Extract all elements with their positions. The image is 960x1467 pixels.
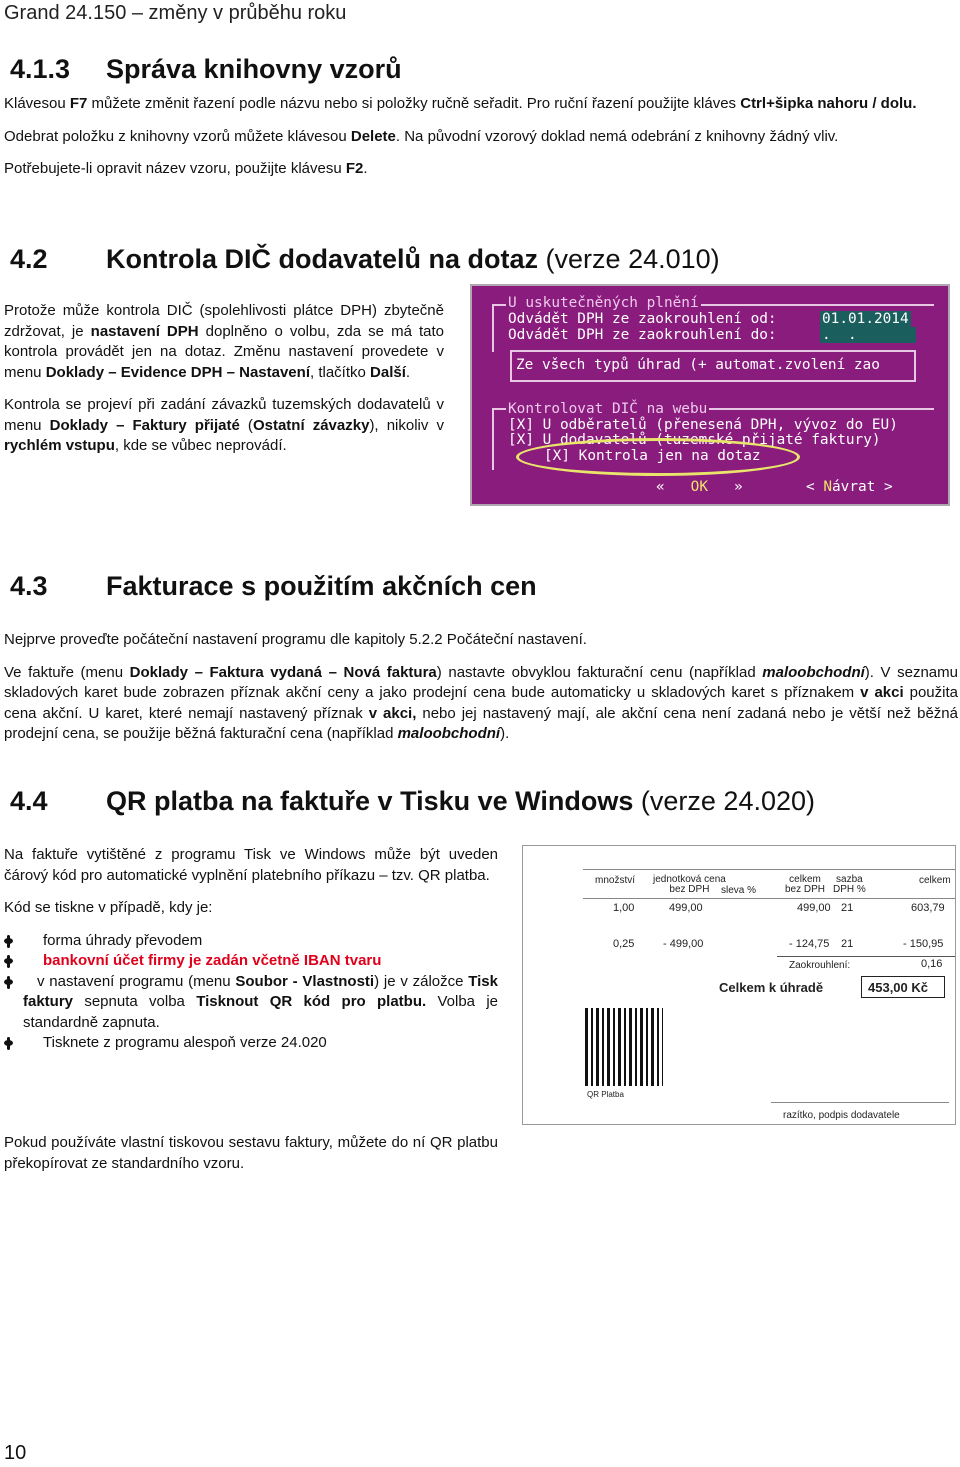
- text-run: Kontrola se projeví při zadání závazků tuzemských dodavatelů v menu: [4, 396, 444, 434]
- text-run: Klávesou: [4, 95, 70, 112]
- text-run: Volba je standardně zapnuta.: [23, 993, 499, 1031]
- bullet-icon: [4, 976, 13, 989]
- text-run: , kde se vůbec neprovádí.: [114, 437, 287, 454]
- text-run: Ctrl+šipka nahoru / dolu.: [740, 95, 917, 112]
- paragraph: [4, 395, 444, 457]
- checkbox-customers[interactable]: [X] U odběratelů (přenesená DPH, vývoz do EU): [508, 417, 898, 433]
- section-number: 4.2: [10, 244, 48, 274]
- back-bracket-left: <: [806, 479, 815, 495]
- text-run: .: [363, 160, 368, 177]
- qr-label: QR Platba: [587, 1090, 624, 1099]
- text-run: Tisknout QR kód pro platbu.: [196, 993, 427, 1010]
- checkbox-check-on-demand[interactable]: [X] Kontrola jen na dotaz: [544, 448, 761, 464]
- cell: 603,79: [911, 902, 945, 914]
- bullet-icon: [4, 955, 13, 968]
- list-item-text: [23, 952, 381, 969]
- cell: 0,25: [613, 938, 635, 950]
- text-run: Další: [370, 363, 406, 381]
- checkbox-suppliers[interactable]: [X] U dodavatelů (tuzemské přijaté faktury): [508, 432, 881, 448]
- payment-type-value: Ze všech typů úhrad (+ automat.zvolení zao: [516, 357, 880, 373]
- text-run: Na faktuře vytištěné z programu Tisk ve Windows může být uveden čárový kód pro automatické vyplnění platebního příkazu – tzv. QR platba.: [4, 846, 498, 884]
- section-body-4-3: [4, 630, 958, 745]
- text-run: Protože může kontrola DIČ (spolehlivosti plátce DPH) zbytečně zdržovat, je: [4, 302, 444, 340]
- section-title: Fakturace s použitím akčních cen: [106, 571, 537, 601]
- text-run: ). V seznamu skladových karet bude zobrazen příznak akční ceny a jako prodejní cena bude automaticky u skladových karet s příznakem: [4, 663, 958, 701]
- text-run: v akci,: [368, 704, 417, 722]
- section-title: Správa knihovny vzorů: [106, 54, 402, 84]
- list-item: [4, 951, 498, 972]
- section-number: 4.4: [10, 786, 48, 816]
- text-run: Doklady – Faktury přijaté: [49, 416, 240, 434]
- section-title: Kontrola DIČ dodavatelů na dotaz: [106, 244, 539, 274]
- cell: 1,00: [613, 902, 635, 914]
- text-run: Tisknete z programu alespoň verze 24.020: [43, 1034, 327, 1051]
- header-rule: [583, 898, 955, 899]
- text-run: Ostatní závazky: [252, 416, 370, 434]
- col-unit-price: jednotková cena bez DPH: [653, 874, 726, 895]
- section-body-4-4-end: [4, 1133, 498, 1174]
- total-due-value: 453,00 Kč: [868, 980, 928, 995]
- text-run: nebo jej nastavený mají, ale akční cena není zadaná nebo je větší než běžná prodejní cena, se použije běžná fakturační cena (například: [4, 704, 958, 742]
- rounding-from-input[interactable]: 01.01.2014: [822, 311, 909, 327]
- text-run: Kód se tiskne v případě, kdy je:: [4, 899, 213, 916]
- text-run: ), nikoliv v: [369, 416, 444, 434]
- terminal-screenshot: [470, 284, 950, 506]
- rounding-value: 0,16: [921, 958, 943, 970]
- text-run: Doklady – Faktura vydaná – Nová faktura: [129, 663, 437, 681]
- text-run: Doklady – Evidence DPH – Nastavení: [45, 363, 310, 381]
- stamp-label: razítko, podpis dodavatele: [783, 1110, 900, 1121]
- section-number: 4.3: [10, 571, 48, 601]
- page-number: 10: [4, 1442, 27, 1464]
- bullet-icon: [4, 1037, 13, 1050]
- header-rule: [583, 869, 955, 870]
- section-heading-4-4: [10, 786, 815, 817]
- paragraph: [4, 1133, 498, 1174]
- bullet-icon: [4, 935, 13, 948]
- back-bracket-right: >: [884, 479, 893, 495]
- text-run: F7: [69, 95, 88, 112]
- cell: - 150,95: [903, 938, 944, 950]
- text-run: Soubor - Vlastnosti: [235, 972, 375, 990]
- section-heading-4-3: [10, 571, 537, 602]
- text-run: maloobchodní: [397, 725, 501, 742]
- total-due-label: Celkem k úhradě: [719, 980, 824, 995]
- running-head: Grand 24.150 – změny v průběhu roku: [4, 2, 347, 24]
- text-run: (: [239, 416, 253, 434]
- paragraph: [4, 630, 958, 651]
- paragraph: [4, 94, 958, 115]
- text-run: doplněno o volbu, zda se má tato kontrola provádět jen na dotaz. Změnu nastavení provedete v menu: [4, 322, 444, 381]
- text-run: forma úhrady převodem: [43, 931, 203, 949]
- highlight-oval: [516, 438, 800, 476]
- text-run: v nastavení programu (menu: [37, 972, 236, 990]
- rounding-from-label: Odvádět DPH ze zaokrouhlení od:: [508, 311, 777, 327]
- text-run: Delete: [350, 127, 396, 145]
- col-quantity: množství: [595, 875, 636, 886]
- back-label: ávrat: [832, 479, 876, 495]
- ok-button[interactable]: [656, 479, 743, 495]
- ok-bracket-left: «: [656, 479, 665, 495]
- text-run: v akci: [860, 684, 904, 701]
- invoice-preview-image: [522, 845, 956, 1125]
- section-number: 4.1.3: [10, 54, 71, 84]
- col-vat-rate: sazba DPH %: [833, 874, 866, 895]
- cell: 499,00: [797, 902, 831, 914]
- list-item-text: [23, 932, 202, 949]
- section-heading-4-2: [10, 244, 720, 275]
- cell: - 124,75: [789, 938, 830, 950]
- text-run: maloobchodní: [762, 663, 865, 681]
- paragraph: [4, 301, 444, 383]
- text-run: rychlém vstupu: [4, 437, 115, 454]
- list-item-text: [23, 1034, 327, 1051]
- text-run: .: [405, 363, 411, 381]
- text-run: Nejprve proveďte počáteční nastavení programu dle kapitoly 5.2.2 Počáteční nastavení.: [4, 631, 587, 648]
- section-heading-4-1-3: [10, 54, 402, 85]
- group-title-vat-rounding: U uskutečněných plnění: [508, 295, 699, 311]
- paragraph: [4, 845, 498, 886]
- text-run: ) je v záložce: [374, 972, 469, 990]
- text-run: . Na původní vzorový doklad nemá odebrání z knihovny žádný vliv.: [395, 127, 839, 145]
- text-run: Potřebujete-li opravit název vzoru, použijte klávesu: [4, 160, 346, 177]
- text-run: Tisk faktury: [23, 972, 498, 1010]
- cell: - 499,00: [663, 938, 704, 950]
- list-item-text: [23, 973, 498, 1031]
- ok-bracket-right: »: [734, 479, 743, 495]
- list-item: [4, 1033, 498, 1054]
- cell: 21: [841, 938, 854, 950]
- section-body-4-1-3: [4, 94, 958, 180]
- back-button[interactable]: [806, 479, 893, 495]
- col-total-net: celkem bez DPH: [785, 874, 826, 895]
- qr-code-icon: [585, 1008, 663, 1086]
- section-version: (verze 24.020): [640, 786, 815, 816]
- text-run: bankovní účet firmy je zadán včetně IBAN tvaru: [43, 952, 382, 969]
- text-run: můžete změnit řazení podle názvu nebo si položky ručně seřadit. Pro ruční řazení použijte kláves: [87, 95, 741, 112]
- text-run: Pokud používáte vlastní tiskovou sestavu faktury, můžete do ní QR platbu překopírovat ze standardního vzoru.: [4, 1134, 498, 1172]
- section-version: (verze 24.010): [545, 244, 720, 274]
- conditions-list: [4, 931, 498, 1054]
- paragraph: [4, 898, 498, 919]
- text-run: sepnuta volba: [73, 993, 197, 1010]
- rounding-to-input[interactable]: . .: [820, 327, 916, 343]
- paragraph: [4, 127, 958, 148]
- stamp-rule: [771, 1102, 949, 1103]
- text-run: ) nastavte obvyklou fakturační cenu (například: [436, 663, 763, 681]
- list-item: [4, 972, 498, 1034]
- ok-label: OK: [690, 479, 708, 495]
- group-title-vat-check: Kontrolovat DIČ na webu: [508, 401, 708, 417]
- section-title: QR platba na faktuře v Tisku ve Windows: [106, 786, 634, 816]
- cell: 499,00: [669, 902, 703, 914]
- text-run: nastavení DPH: [90, 322, 199, 340]
- rounding-label: Zaokrouhlení:: [789, 960, 851, 971]
- section-body-4-2: [4, 301, 444, 457]
- back-hotkey: N: [823, 479, 833, 495]
- text-run: Odebrat položku z knihovny vzorů můžete klávesou: [4, 127, 351, 145]
- section-body-4-4: [4, 845, 498, 1054]
- text-run: Ve faktuře (menu: [4, 663, 130, 681]
- col-total: celkem: [919, 875, 951, 886]
- cell: 21: [841, 902, 854, 914]
- paragraph: [4, 663, 958, 745]
- text-run: , tlačítko: [309, 363, 371, 381]
- rounding-to-label: Odvádět DPH ze zaokrouhlení do:: [508, 327, 777, 343]
- text-run: F2: [345, 160, 364, 177]
- col-discount: sleva %: [721, 885, 757, 896]
- text-run: použita cena akční. U karet, které nemají nastavený příznak: [4, 684, 958, 722]
- paragraph: [4, 159, 958, 180]
- text-run: ).: [500, 725, 510, 742]
- summary-rule: [777, 956, 955, 957]
- list-item: [4, 931, 498, 952]
